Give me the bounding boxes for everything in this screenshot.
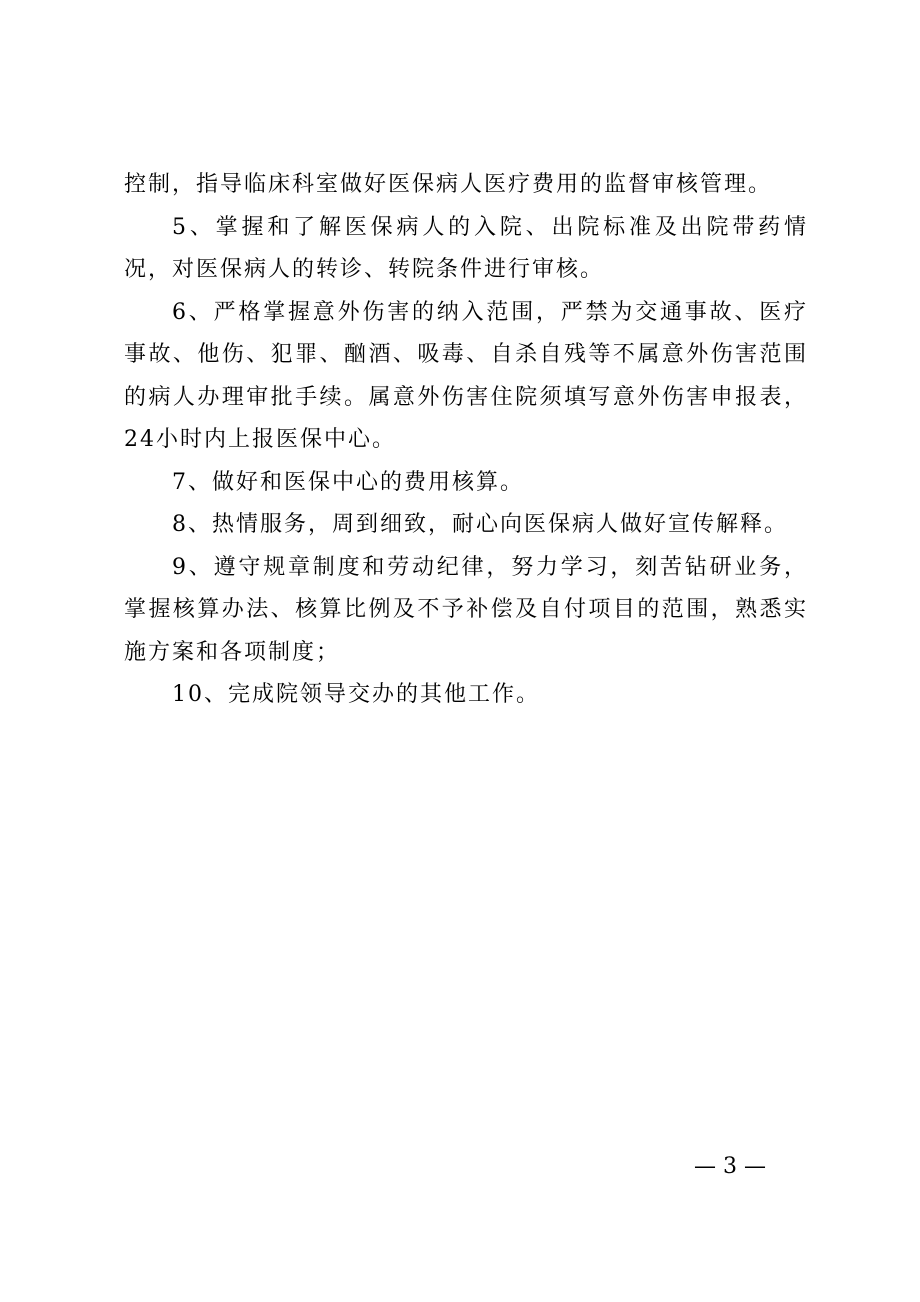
page-number: — 3 — <box>694 1154 766 1179</box>
paragraph-item-5: 5、掌握和了解医保病人的入院、出院标准及出院带药情况，对医保病人的转诊、转院条件进行审核。 <box>124 214 808 282</box>
paragraph-item-7: 7、做好和医保中心的费用核算。 <box>172 469 524 495</box>
paragraph-item-6: 6、严格掌握意外伤害的纳入范围，严禁为交通事故、医疗事故、他伤、犯罪、酗酒、吸毒、自杀自残等不属意外伤害范围的病人办理审批手续。属意外伤害住院须填写意外伤害申报表，24小时内上报医保中心。 <box>124 299 808 452</box>
paragraph-item-8: 8、热情服务，周到细致，耐心向医保病人做好宣传解释。 <box>172 512 788 537</box>
document-body <box>124 164 808 717</box>
paragraph-continuation: 控制，指导临床科室做好医保病人医疗费用的监督审核管理。 <box>124 172 773 197</box>
paragraph-item-10: 10、完成院领导交办的其他工作。 <box>172 682 540 707</box>
paragraph-item-9: 9、遵守规章制度和劳动纪律，努力学习，刻苦钻研业务，掌握核算办法、核算比例及不予补偿及自付项目的范围，熟悉实施方案和各项制度； <box>124 554 808 665</box>
